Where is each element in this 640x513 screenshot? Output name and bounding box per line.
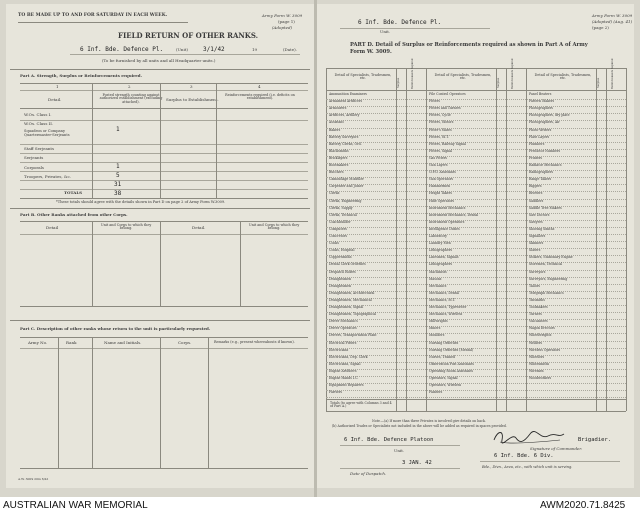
- trade-label: Despatch Riders: [329, 269, 356, 274]
- trade-row-line: [326, 156, 626, 157]
- trade-label: Masons: [429, 276, 442, 281]
- trade-row-line: [326, 234, 626, 235]
- trade-label: Draughtsmen, Signal: [329, 305, 364, 309]
- trade-label: Wheelwrights: [529, 333, 552, 338]
- trade-label: Plumbers: [529, 141, 545, 146]
- trade-label: Sawyers: [529, 219, 543, 224]
- trade-label: Turners: [529, 312, 542, 317]
- trade-label: Electrical Fitters: [329, 340, 357, 345]
- row-value: 31: [114, 181, 122, 188]
- form-page-right: (page 2): [592, 25, 609, 30]
- trade-label: Battery Surveyors: [329, 134, 359, 139]
- trade-label: Tinsmiths: [529, 297, 545, 302]
- note-a: Note.—(a) If more than three Privates is involved give details on back.: [372, 419, 486, 423]
- part-a-title: Part A. Strength, Surplus or Reinforcements required.: [20, 73, 142, 78]
- col-header: Surplus to Establishment.: [166, 97, 219, 102]
- trade-row-line: [326, 128, 626, 129]
- trade-label: Clerks: [329, 191, 340, 196]
- trade-label: Engine Artificers: [329, 368, 357, 373]
- trade-label: O.P.O. Assistants: [429, 170, 456, 175]
- trade-label: Fitters, Railway Signal: [429, 141, 466, 146]
- part-c-header: Corps.: [178, 340, 192, 345]
- part-c-header: Remarks (e.g., present whereabouts if known).: [214, 340, 295, 344]
- trade-label: Instrument Mechanics, Dental: [429, 212, 479, 217]
- trade-label: Coachbuilder: [329, 219, 351, 224]
- trade-row-line: [326, 355, 626, 356]
- trade-label: Laundry Men: [429, 241, 451, 246]
- trade-row-line: [326, 397, 626, 398]
- trade-label: Operators, Signal: [429, 376, 458, 380]
- trade-label: Operating Room Assistants: [429, 368, 474, 373]
- trade-row-line: [326, 142, 626, 143]
- trade-row-line: [326, 348, 626, 349]
- trade-row-line: [326, 376, 626, 377]
- sig-unit: 6 Inf. Bde. Defence Platoon: [344, 437, 434, 443]
- trade-label: Printers: [529, 155, 543, 160]
- trade-row-line: [326, 319, 626, 320]
- row-label: W.Os. Class I.: [24, 112, 52, 117]
- trade-label: Electricians: [329, 347, 349, 352]
- year-label: 19: [252, 47, 258, 52]
- trade-label: Concretors: [329, 234, 347, 238]
- note-b: (b) Authorized Trades or Specialists not included in the above will be added as required in spaces provided.: [332, 424, 507, 428]
- trade-label: Fitters, M.T.: [429, 134, 449, 139]
- trade-label: Lithographers: [429, 248, 452, 253]
- row-label: Squadron or Company Quartermaster-Serjeants: [24, 129, 70, 137]
- trade-label: Saw Doctors: [529, 212, 550, 217]
- trade-row-line: [326, 390, 626, 391]
- trade-label: Riveters: [529, 191, 543, 196]
- trade-label: Battery Clerks, Ord.: [329, 141, 362, 146]
- col-header: Detail.: [48, 97, 62, 102]
- trade-row-line: [326, 362, 626, 363]
- trade-label: Bakers: [329, 127, 341, 132]
- trade-label: Moulders: [429, 333, 445, 338]
- signature-rank: Brigadier.: [578, 437, 612, 443]
- trade-row-line: [326, 170, 626, 171]
- trade-label: Skinners: [529, 241, 544, 246]
- trade-label: Stokers, Stationary Engine: [529, 255, 573, 260]
- trade-label: Whitesmiths: [529, 361, 550, 366]
- row-value: 5: [116, 172, 120, 179]
- row-label: W.Os. Class II.: [24, 121, 54, 126]
- trade-row-line: [326, 305, 626, 306]
- part-c-header: Army No.: [28, 340, 48, 345]
- trade-label: Plate Layers: [529, 134, 550, 139]
- trade-row-line: [326, 163, 626, 164]
- totals-label-right: Totals (to agree with Columns 3 and 4 of Part A.): [330, 401, 392, 409]
- trade-label: Driver Mechanics: [329, 319, 358, 324]
- row-label: Troopers, Privates, &c.: [24, 174, 72, 179]
- trade-row-line: [326, 248, 626, 249]
- trade-label: Linesmen, Signals: [429, 255, 459, 260]
- trade-label: Armament Artificers: [329, 99, 363, 104]
- part-c-header: Rank: [66, 340, 77, 345]
- trade-label: Shoeing Smiths: [529, 226, 555, 231]
- part-c-title: Part C. Description of other ranks whose return to the unit is particularly requested.: [20, 326, 211, 331]
- trade-label: Instrument Mechanics: [429, 205, 466, 210]
- part-d-col-header: Detail of Specialists, Tradesmen, etc.: [434, 73, 492, 81]
- trade-row-line: [326, 206, 626, 207]
- col-number: 1: [56, 84, 59, 89]
- trade-label: Miners: [429, 326, 441, 331]
- print-ref: A.W. 3009 20m 6/41: [18, 477, 49, 481]
- form-ref-left: Army Form W. 3009: [262, 13, 303, 18]
- part-b-header: Detail: [46, 225, 59, 230]
- part-d-sub-header: Surplus: [397, 77, 400, 88]
- row-label: Serjeants: [24, 155, 44, 160]
- trade-label: Welders: [529, 340, 543, 345]
- trade-label: Armourers: [329, 106, 347, 111]
- trade-label: Hide Operators: [429, 198, 455, 203]
- trade-row-line: [326, 369, 626, 370]
- trade-row-line: [326, 262, 626, 263]
- part-b-header: Unit and Corps to which they belong.: [248, 223, 300, 231]
- trade-label: Observation Post Assistants: [429, 361, 474, 366]
- trade-label: Bricklayers: [329, 155, 348, 160]
- trade-label: Engine Hands I.C.: [329, 376, 359, 380]
- trade-label: Gun Layers: [429, 163, 448, 167]
- trade-label: Farriers: [329, 390, 343, 395]
- trade-row-line: [326, 184, 626, 185]
- trade-label: Computers: [329, 226, 347, 231]
- signature-image: [490, 428, 570, 446]
- trade-label: Telegraph Mechanics: [529, 290, 564, 295]
- trade-label: Draughtsmen: [329, 276, 352, 281]
- subtitle: (To be furnished by all units and all Headquarter units.): [102, 58, 216, 63]
- trade-label: Slaters: [529, 248, 541, 253]
- trade-label: Draughtsmen: [329, 283, 352, 288]
- trade-row-line: [326, 220, 626, 221]
- trade-label: Panel Beaters: [529, 92, 552, 96]
- trade-label: Photographers, dry plate: [529, 113, 570, 118]
- trade-label: Intelligence Duties: [429, 226, 460, 231]
- trade-label: Photographers, Air: [529, 120, 560, 125]
- trade-row-line: [326, 135, 626, 136]
- trade-label: Height Takers: [429, 191, 452, 196]
- trade-label: Radiographers: [529, 170, 553, 175]
- part-d-sub-header: Surplus: [597, 77, 600, 88]
- part-b-header: Unit and Corps to which they belong.: [100, 223, 152, 231]
- unit-label-right: Unit.: [380, 29, 391, 34]
- trade-label: Draughtsmen, Mechanical: [329, 297, 372, 302]
- date-value-left: 3/1/42: [203, 46, 225, 53]
- trade-label: Carpenter and Joiner: [329, 184, 364, 189]
- despatch-label: Date of Despatch.: [350, 471, 387, 476]
- row-value: 1: [116, 126, 120, 133]
- bottom-note: Bde., Divn., Area, etc., with which unit is serving.: [482, 465, 573, 469]
- col-header: Reinforcements required (i.e. deficits on establishment).: [225, 93, 295, 101]
- part-b-title: Part B. Other Ranks attached from other Corps.: [20, 212, 128, 217]
- trade-label: Storemen, Technical: [529, 262, 563, 267]
- trade-label: Mechanics, M.T.: [429, 297, 456, 302]
- trade-label: Nursing Orderlies: [429, 340, 459, 345]
- trade-label: Vulcanisers: [529, 319, 548, 324]
- trade-label: Instrument Operators: [429, 219, 465, 224]
- trade-label: Electricians, Dep. Clerk: [329, 354, 368, 359]
- archive-caption: AUSTRALIAN WAR MEMORIAL: [3, 500, 148, 511]
- trade-label: Bootmakers: [329, 163, 349, 167]
- trade-label: Woodworkers: [529, 376, 552, 380]
- part-d-col-header: Detail of Specialists, Tradesmen, etc.: [334, 73, 392, 81]
- trade-label: Assistant: [329, 120, 344, 125]
- form-page-left: (page 1): [278, 19, 295, 24]
- trade-label: Camouflage Modeller: [329, 177, 364, 182]
- trade-row-line: [326, 191, 626, 192]
- trade-label: Clerks, Technical: [329, 212, 357, 217]
- unit-label-left: (Unit): [176, 47, 188, 52]
- trade-label: Photo-Writers: [529, 127, 552, 132]
- trade-label: Fitter's Mates: [429, 127, 452, 132]
- trade-row-line: [326, 120, 626, 121]
- trade-label: Nursing Orderlies (Mental): [429, 347, 474, 352]
- trade-label: Clerks, Supply: [329, 205, 353, 210]
- date-label-left: (Date).: [283, 47, 297, 52]
- trade-label: Signallers: [529, 234, 546, 238]
- trade-label: Fitters and Turners: [429, 106, 461, 111]
- totals-label: TOTALS: [64, 190, 83, 195]
- trade-label: Riggers: [529, 184, 542, 189]
- sig-title: Signature of Commander.: [530, 446, 583, 451]
- trade-row-line: [326, 227, 626, 228]
- trade-row-line: [326, 326, 626, 327]
- row-label: Corporals: [24, 165, 44, 170]
- trade-label: Tailors: [529, 283, 540, 288]
- archive-footer: [0, 497, 640, 513]
- trade-label: Photographers: [529, 106, 553, 111]
- adopted-right: (Adopted) (Aug. 41): [592, 19, 633, 24]
- trade-label: Hammermen: [429, 184, 451, 189]
- part-b-header: Detail.: [192, 225, 206, 230]
- trade-label: Surveyors: [529, 269, 546, 274]
- row-value: 1: [116, 163, 120, 170]
- trade-label: Wheelers: [529, 354, 545, 359]
- part-c-header: Name and Initials.: [104, 340, 142, 345]
- trade-label: Gas Fitters: [429, 155, 447, 160]
- adopted-left: (Adopted): [272, 25, 293, 30]
- page-title: FIELD RETURN OF OTHER RANKS.: [118, 31, 259, 40]
- trade-label: Saddle Tree Makers: [529, 205, 562, 210]
- trade-label: Radiator Mechanics: [529, 163, 562, 167]
- trade-label: Mechanics, Typewriter: [429, 305, 467, 309]
- trade-label: Lithographers: [429, 262, 452, 267]
- trade-label: Range Takers: [529, 177, 552, 182]
- col-number: 3: [190, 84, 193, 89]
- unit-value-right: 6 Inf. Bde. Defence Pl.: [358, 19, 442, 26]
- despatch-value: 3 JAN. 42: [402, 460, 432, 466]
- trade-label: Cooks, Hospital: [329, 248, 355, 253]
- trade-label: Fitters, Cycle: [429, 113, 451, 118]
- trade-row-line: [326, 199, 626, 200]
- row-label: Staff Serjeants: [24, 146, 55, 151]
- trade-label: Millwrights: [429, 319, 448, 324]
- trade-label: Operators, Wireless: [429, 383, 462, 388]
- trade-label: Clerks, Engineering: [329, 198, 362, 203]
- trade-label: Wiremen: [529, 368, 544, 373]
- trade-label: Cooks: [329, 241, 339, 246]
- part-d-title: PART D. Detail of Surplus or Reinforcements required as shown in Part A of Army Form W. 3009.: [350, 42, 588, 56]
- sig-bde: 6 Inf. Bde. 6 Div.: [494, 453, 554, 459]
- trade-row-line: [326, 277, 626, 278]
- col-header: Posted strength counting against authorized establishment (excluding attached).: [99, 93, 163, 104]
- trade-label: Nurses, Trained: [429, 354, 456, 359]
- fold-crease: [314, 0, 317, 497]
- trade-label: Mechanics, Dental: [429, 290, 460, 295]
- form-ref-right: Army Form W. 3009: [592, 13, 633, 18]
- trade-label: Predictor Numbers: [529, 148, 561, 153]
- trade-label: Electricians, Signal: [329, 361, 361, 366]
- trade-label: Fitters, Motors: [429, 120, 454, 125]
- trade-label: Pattern Makers: [529, 99, 555, 104]
- trade-label: Draughtsmen, Topographical: [329, 312, 377, 317]
- trade-label: Toolmakers: [529, 305, 548, 309]
- trade-row-line: [326, 270, 626, 271]
- trade-label: Painters: [429, 390, 443, 395]
- trade-label: Laboratory: [429, 234, 447, 238]
- trade-row-line: [326, 383, 626, 384]
- trade-label: Draughtsmen, Architectural: [329, 290, 375, 295]
- part-d-sub-header: Reinforcements required: [611, 58, 614, 89]
- totals-value: 38: [114, 190, 122, 197]
- trade-label: Coppersmiths: [329, 255, 352, 260]
- col-number: 2: [128, 84, 131, 89]
- trade-row-line: [326, 99, 626, 100]
- trade-row-line: [326, 113, 626, 114]
- trade-label: Drivers, Transportation Plant: [329, 333, 377, 338]
- trade-label: Fitters, Signal: [429, 148, 453, 153]
- totals-note: *These totals should agree with the details shown in Part D on page 2 of Army Form W.3009.: [56, 200, 226, 204]
- trade-label: Wagon Erectors: [529, 326, 555, 331]
- trade-label: Butchers: [329, 170, 344, 175]
- trade-row-line: [326, 284, 626, 285]
- trade-row-line: [326, 177, 626, 178]
- trade-label: Equipment Repairers: [329, 383, 364, 388]
- trade-label: Surveyors, Engineering: [529, 276, 568, 281]
- trade-label: Fitters: [429, 99, 440, 104]
- trade-row-line: [326, 149, 626, 150]
- unit-label-sig: Unit.: [394, 448, 405, 453]
- part-d-sub-header: Reinforcements required: [511, 58, 514, 89]
- trade-label: Ammunition Examiners: [329, 92, 367, 96]
- trade-label: Artificers, Artillery: [329, 113, 360, 118]
- archive-id: AWM2020.71.8425: [540, 500, 626, 511]
- trade-label: Blacksmiths: [329, 148, 349, 153]
- trade-label: Mechanics: [429, 283, 447, 288]
- part-d-sub-header: Surplus: [497, 77, 500, 88]
- trade-row-line: [326, 341, 626, 342]
- trade-row-line: [326, 255, 626, 256]
- unit-value-left: 6 Inf. Bde. Defence Pl.: [80, 46, 164, 53]
- trade-row-line: [326, 106, 626, 107]
- trade-label: Mechanics, Wireless: [429, 312, 463, 317]
- trade-label: File Control Operators: [429, 92, 466, 96]
- trade-label: Saddlers: [529, 198, 544, 203]
- trade-label: Driver Operators: [329, 326, 357, 331]
- top-note: TO BE MADE UP TO AND FOR SATURDAY IN EACH WEEK.: [18, 13, 168, 18]
- trade-label: Machinists: [429, 269, 447, 274]
- trade-label: Gun Operators: [429, 177, 453, 182]
- trade-row-line: [326, 241, 626, 242]
- col-number: 4: [258, 84, 261, 89]
- part-d-sub-header: Reinforcements required: [411, 58, 414, 89]
- trade-label: Wireless Operators: [529, 347, 561, 352]
- part-d-col-header: Detail of Specialists, Tradesmen, etc.: [534, 73, 592, 81]
- trade-label: Dental Clerk Orderlies: [329, 262, 366, 267]
